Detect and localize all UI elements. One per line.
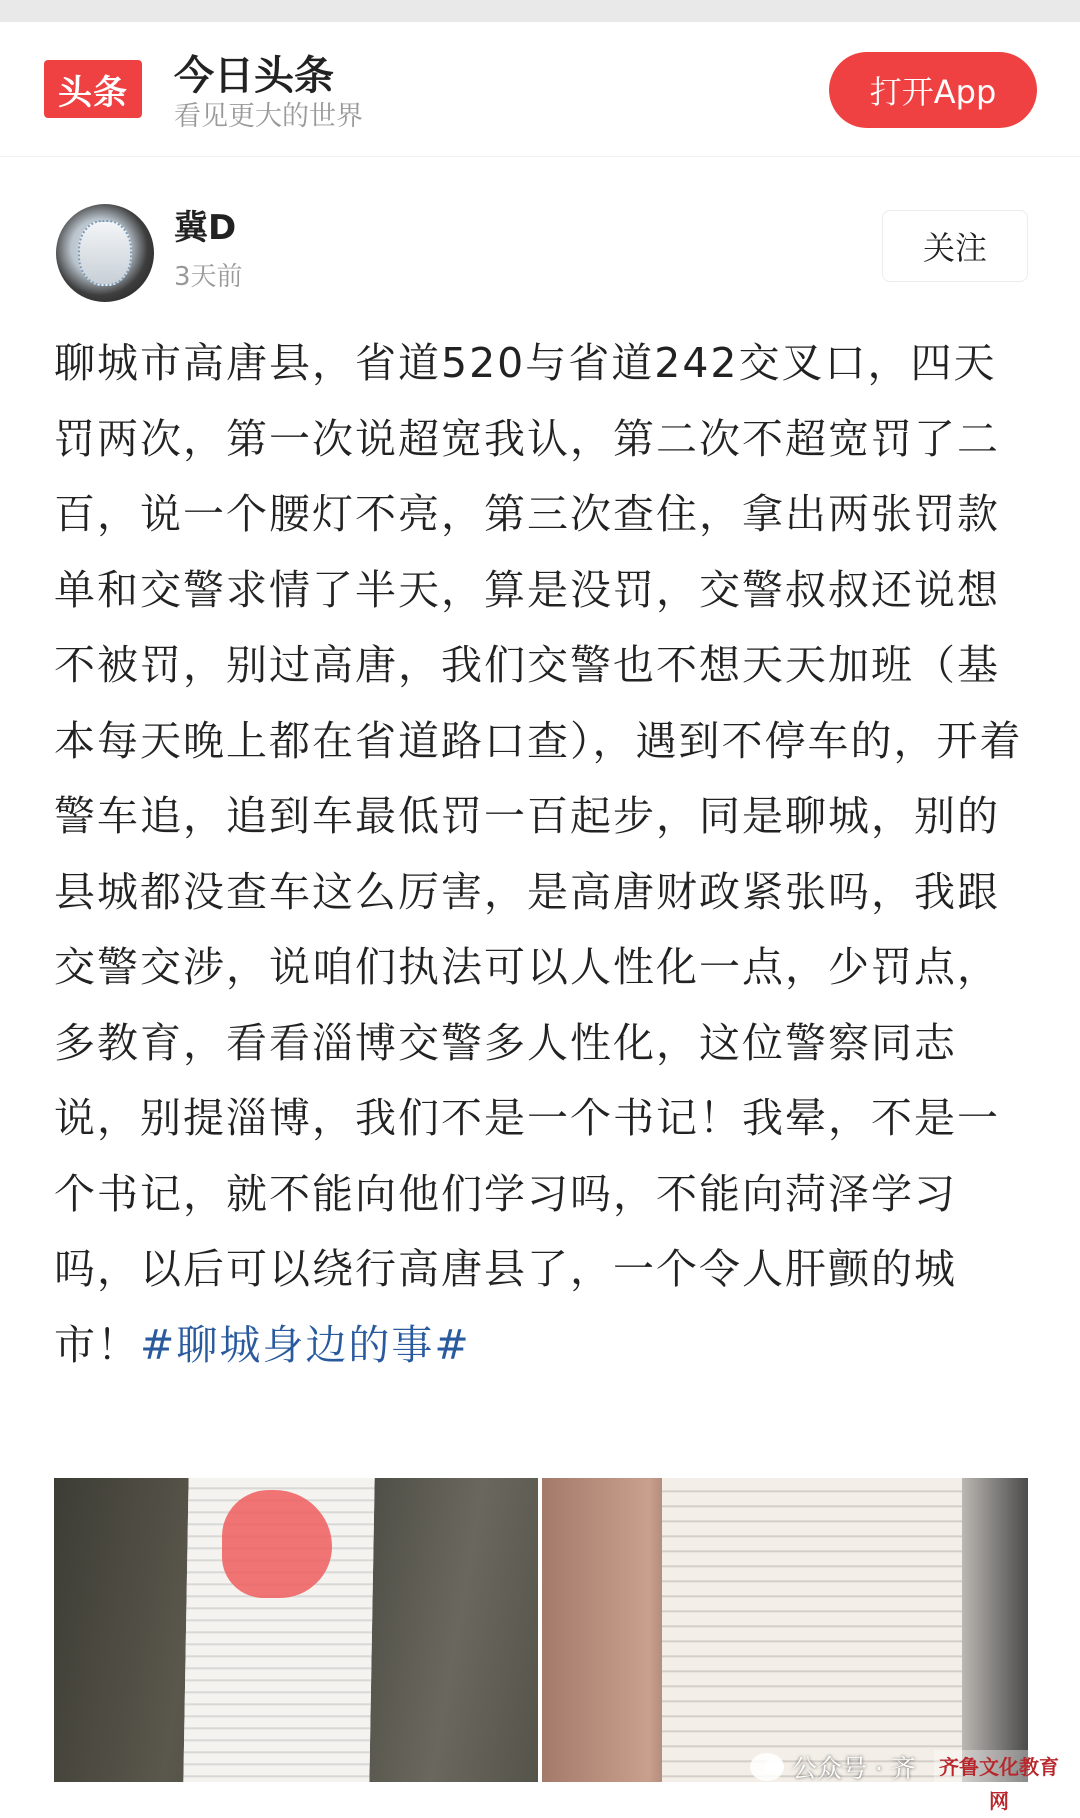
follow-button[interactable]: 关注 [882,210,1028,282]
open-app-button[interactable]: 打开App [829,52,1037,128]
avatar[interactable] [56,204,154,302]
author-row [0,190,1080,310]
post-text: 聊城市高唐县，省道520与省道242交叉口，四天罚两次，第一次说超宽我认，第二次不超宽罚了二百，说一个腰灯不亮，第三次查住，拿出两张罚款单和交警求情了半天，算是没罚，交警叔叔还说想不被罚，别过高唐，我们交警也不想天天加班（基本每天晚上都在省道路口查），遇到不停车的，开着警车追，追到车最低罚一百起步，同是聊城，别的县城都没查车这么厉害，是高唐财政紧张吗，我跟交警交涉，说咱们执法可以人性化一点，少罚点，多教育，看看淄博交警多人性化，这位警察同志说，别提淄博，我们不是一个书记！我晕，不是一个书记，就不能向他们学习吗，不能向菏泽学习吗，以后可以绕行高唐县了，一个令人肝颤的城市！ [54,339,1023,1369]
top-strip [0,0,1080,22]
post-time: 3天前 [174,262,243,292]
toutiao-logo: 头条 [44,60,142,118]
watermark-label: 公众号 · 齐 [792,1754,916,1783]
app-name: 今日头条 [174,53,334,99]
avatar-image [78,220,132,286]
site-watermark: 齐鲁文化教育网 [934,1750,1064,1784]
wechat-icon [750,1753,784,1781]
ticket-photo-1[interactable] [54,1478,538,1782]
author-name[interactable]: 冀D [174,208,237,248]
image-gallery [54,1478,1028,1782]
hashtag-link[interactable]: #聊城身边的事# [140,1320,471,1369]
post-body [54,326,1034,1383]
app-header-bar [0,22,1080,157]
ticket-photo-2[interactable] [542,1478,1028,1782]
app-slogan: 看见更大的世界 [174,101,363,132]
receipt-paper [662,1478,962,1782]
redaction-mark [222,1490,332,1598]
wechat-watermark [750,1750,916,1784]
